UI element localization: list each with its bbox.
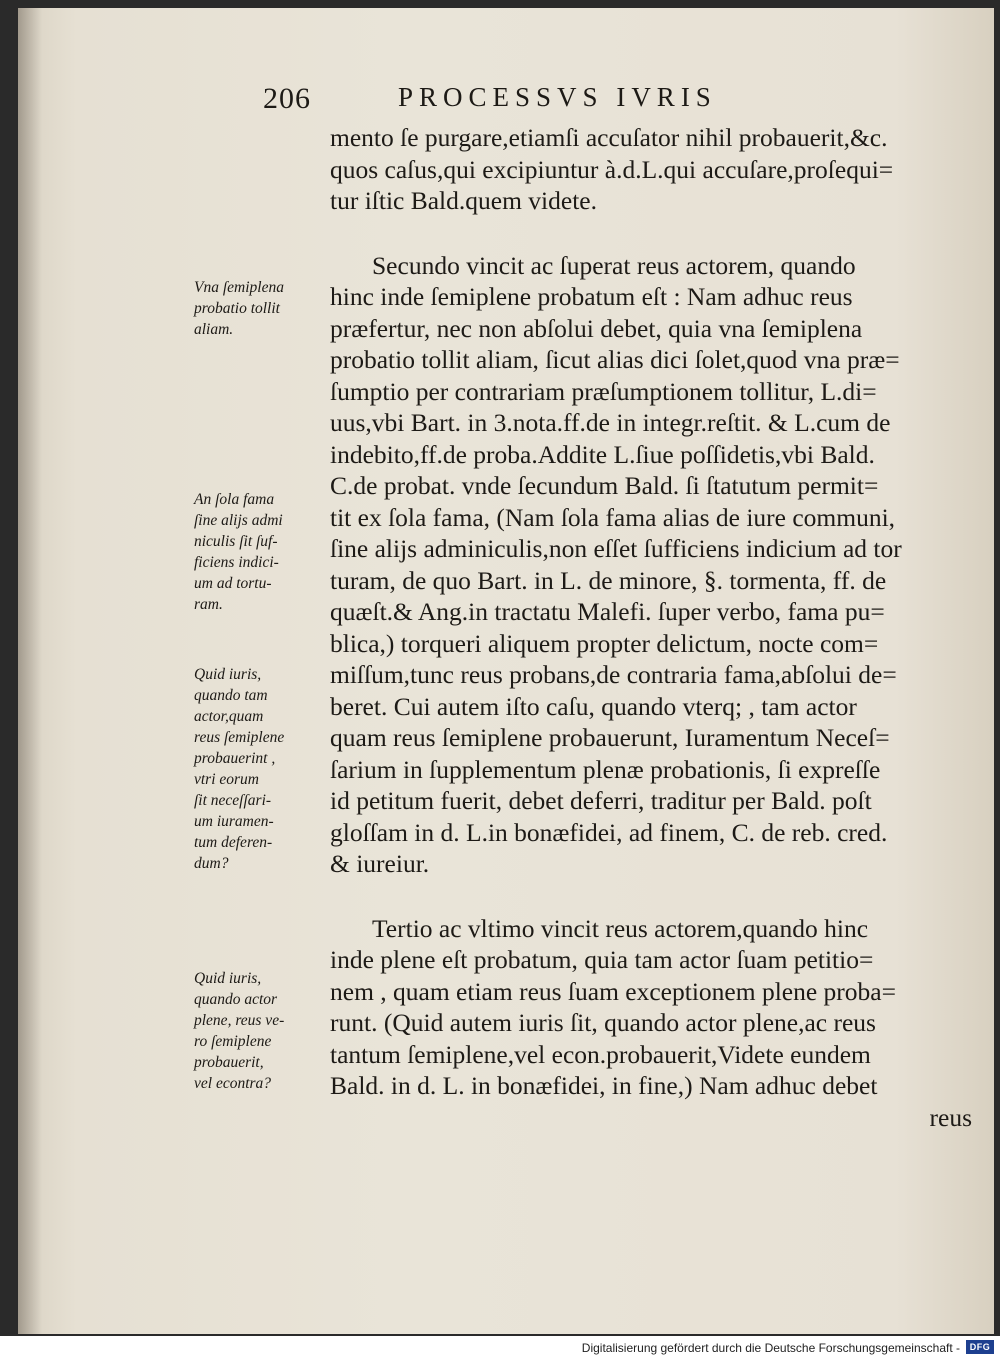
text-line: reus <box>929 1102 972 1132</box>
paragraph-gap <box>330 217 972 250</box>
marginal-note-line: vel econtra? <box>194 1075 272 1092</box>
marginal-note-line: um ad tortu- <box>194 575 272 592</box>
book-page <box>18 8 994 1334</box>
text-line: tit ex ſola fama, (Nam ſola fama alias de iure communi, <box>330 502 896 532</box>
text-line: Tertio ac vltimo vincit reus actorem,quando hinc <box>372 913 869 943</box>
text-line: turam, de quo Bart. in L. de minore, §. tormenta, ff. de <box>330 565 887 595</box>
dfg-logo: DFG <box>966 1340 994 1354</box>
text-line: id petitum fuerit, debet deferri, traditur per Bald. poſt <box>330 786 872 815</box>
text-line: inde plene eſt probatum, quia tam actor ſuam petitio= <box>330 945 874 974</box>
text-line: uus,vbi Bart. in 3.nota.ff.de in integr.reſtit. & L.cum de <box>330 408 891 437</box>
text-line: gloſſam in d. L.in bonæfidei, ad finem, C. de reb. cred. <box>330 817 888 847</box>
text-line: ſarium in ſupplementum plenæ probationis, ſi expreſſe <box>330 754 881 784</box>
text-line: tur iſtic Bald.quem videte. <box>330 186 597 215</box>
footer-credit: Digitalisierung gefördert durch die Deutsche Forschungsgemeinschaft - <box>581 1341 960 1355</box>
text-line: nem , quam etiam reus ſuam exceptionem plene proba= <box>330 976 896 1006</box>
marginal-note-2 <box>194 489 334 615</box>
marginal-note-line: quando actor <box>194 991 278 1008</box>
text-line: indebito,ff.de proba.Addite L.ſiue poſſidetis,vbi Bald. <box>330 439 875 469</box>
text-line: runt. (Quid autem iuris ſit, quando actor plene,ac reus <box>330 1008 876 1037</box>
marginal-note-line: aliam. <box>194 321 234 338</box>
text-line: Bald. in d. L. in bonæfidei, in fine,) Nam adhuc debet <box>330 1071 878 1100</box>
marginal-note-line: Quid iuris, <box>194 666 262 683</box>
marginal-note-4 <box>194 968 334 1094</box>
marginal-note-line: probauerit, <box>194 1054 264 1071</box>
text-line: beret. Cui autem iſto caſu, quando vterq; , tam actor <box>330 691 857 721</box>
marginal-note-line: um iuramen- <box>194 813 274 830</box>
main-text-block <box>330 122 972 1133</box>
text-line: quæſt.& Ang.in tractatu Malefi. ſuper verbo, fama pu= <box>330 597 885 626</box>
marginal-note-line: tum deferen- <box>194 834 273 851</box>
text-line: præfertur, nec non abſolui debet, quia vna ſemiplena <box>330 313 863 343</box>
text-line: ſumptio per contrariam præſumptionem tollitur, L.di= <box>330 376 877 406</box>
paragraph-gap <box>330 880 972 913</box>
marginal-note-line: vtri eorum <box>194 771 260 788</box>
binding-shadow <box>18 8 42 1334</box>
marginal-note-line: ram. <box>194 596 223 613</box>
marginal-note-line: reus ſemiplene <box>194 729 285 746</box>
marginal-note-line: Vna ſemiplena <box>194 279 284 296</box>
footer-strip <box>0 1336 1000 1361</box>
page-number: 206 <box>263 82 311 115</box>
text-line: hinc inde ſemiplene probatum eſt : Nam adhuc reus <box>330 282 853 311</box>
marginal-note-line: actor,quam <box>194 708 264 725</box>
marginal-note-line: ro ſemiplene <box>194 1033 272 1050</box>
marginal-note-line: quando tam <box>194 687 268 704</box>
marginal-note-line: dum? <box>194 855 229 872</box>
text-line: ſine alijs adminiculis,non eſſet ſufficiens indicium ad tor <box>330 534 902 563</box>
marginal-note-line: niculis ſit ſuf- <box>194 533 278 550</box>
text-line: Secundo vincit ac ſuperat reus actorem, quando <box>372 250 856 280</box>
marginal-note-1 <box>194 277 334 340</box>
marginal-note-line: ſine alijs admi <box>194 512 283 529</box>
text-line: quam reus ſemiplene probauerunt, Iuramentum Neceſ= <box>330 723 890 752</box>
marginal-note-line: plene, reus ve- <box>194 1012 285 1029</box>
marginal-note-line: Quid iuris, <box>194 970 262 987</box>
marginal-note-line: ſit neceſſari- <box>194 792 272 809</box>
marginal-note-3 <box>194 664 334 874</box>
marginal-note-line: probatio tollit <box>194 300 280 317</box>
text-line: probatio tollit aliam, ſicut alias dici ſolet,quod vna præ= <box>330 345 900 374</box>
marginal-note-line: An ſola fama <box>194 491 275 508</box>
marginal-note-line: probauerint , <box>194 750 276 767</box>
running-head: PROCESSVS IVRIS <box>398 82 717 112</box>
text-line: mento ſe purgare,etiamſi accuſator nihil probauerit,&c. <box>330 123 888 152</box>
text-line: & iureiur. <box>330 849 430 878</box>
text-line: tantum ſemiplene,vel econ.probauerit,Videte eundem <box>330 1039 871 1069</box>
marginal-note-line: ficiens indici- <box>194 554 279 571</box>
text-line: blica,) torqueri aliquem propter delictum, nocte com= <box>330 628 879 658</box>
text-line: C.de probat. vnde ſecundum Bald. ſi ſtatutum permit= <box>330 471 879 500</box>
text-line: quos caſus,qui excipiuntur à.d.L.qui accuſare,proſequi= <box>330 154 894 184</box>
text-line: miſſum,tunc reus probans,de contraria fama,abſolui de= <box>330 660 897 689</box>
